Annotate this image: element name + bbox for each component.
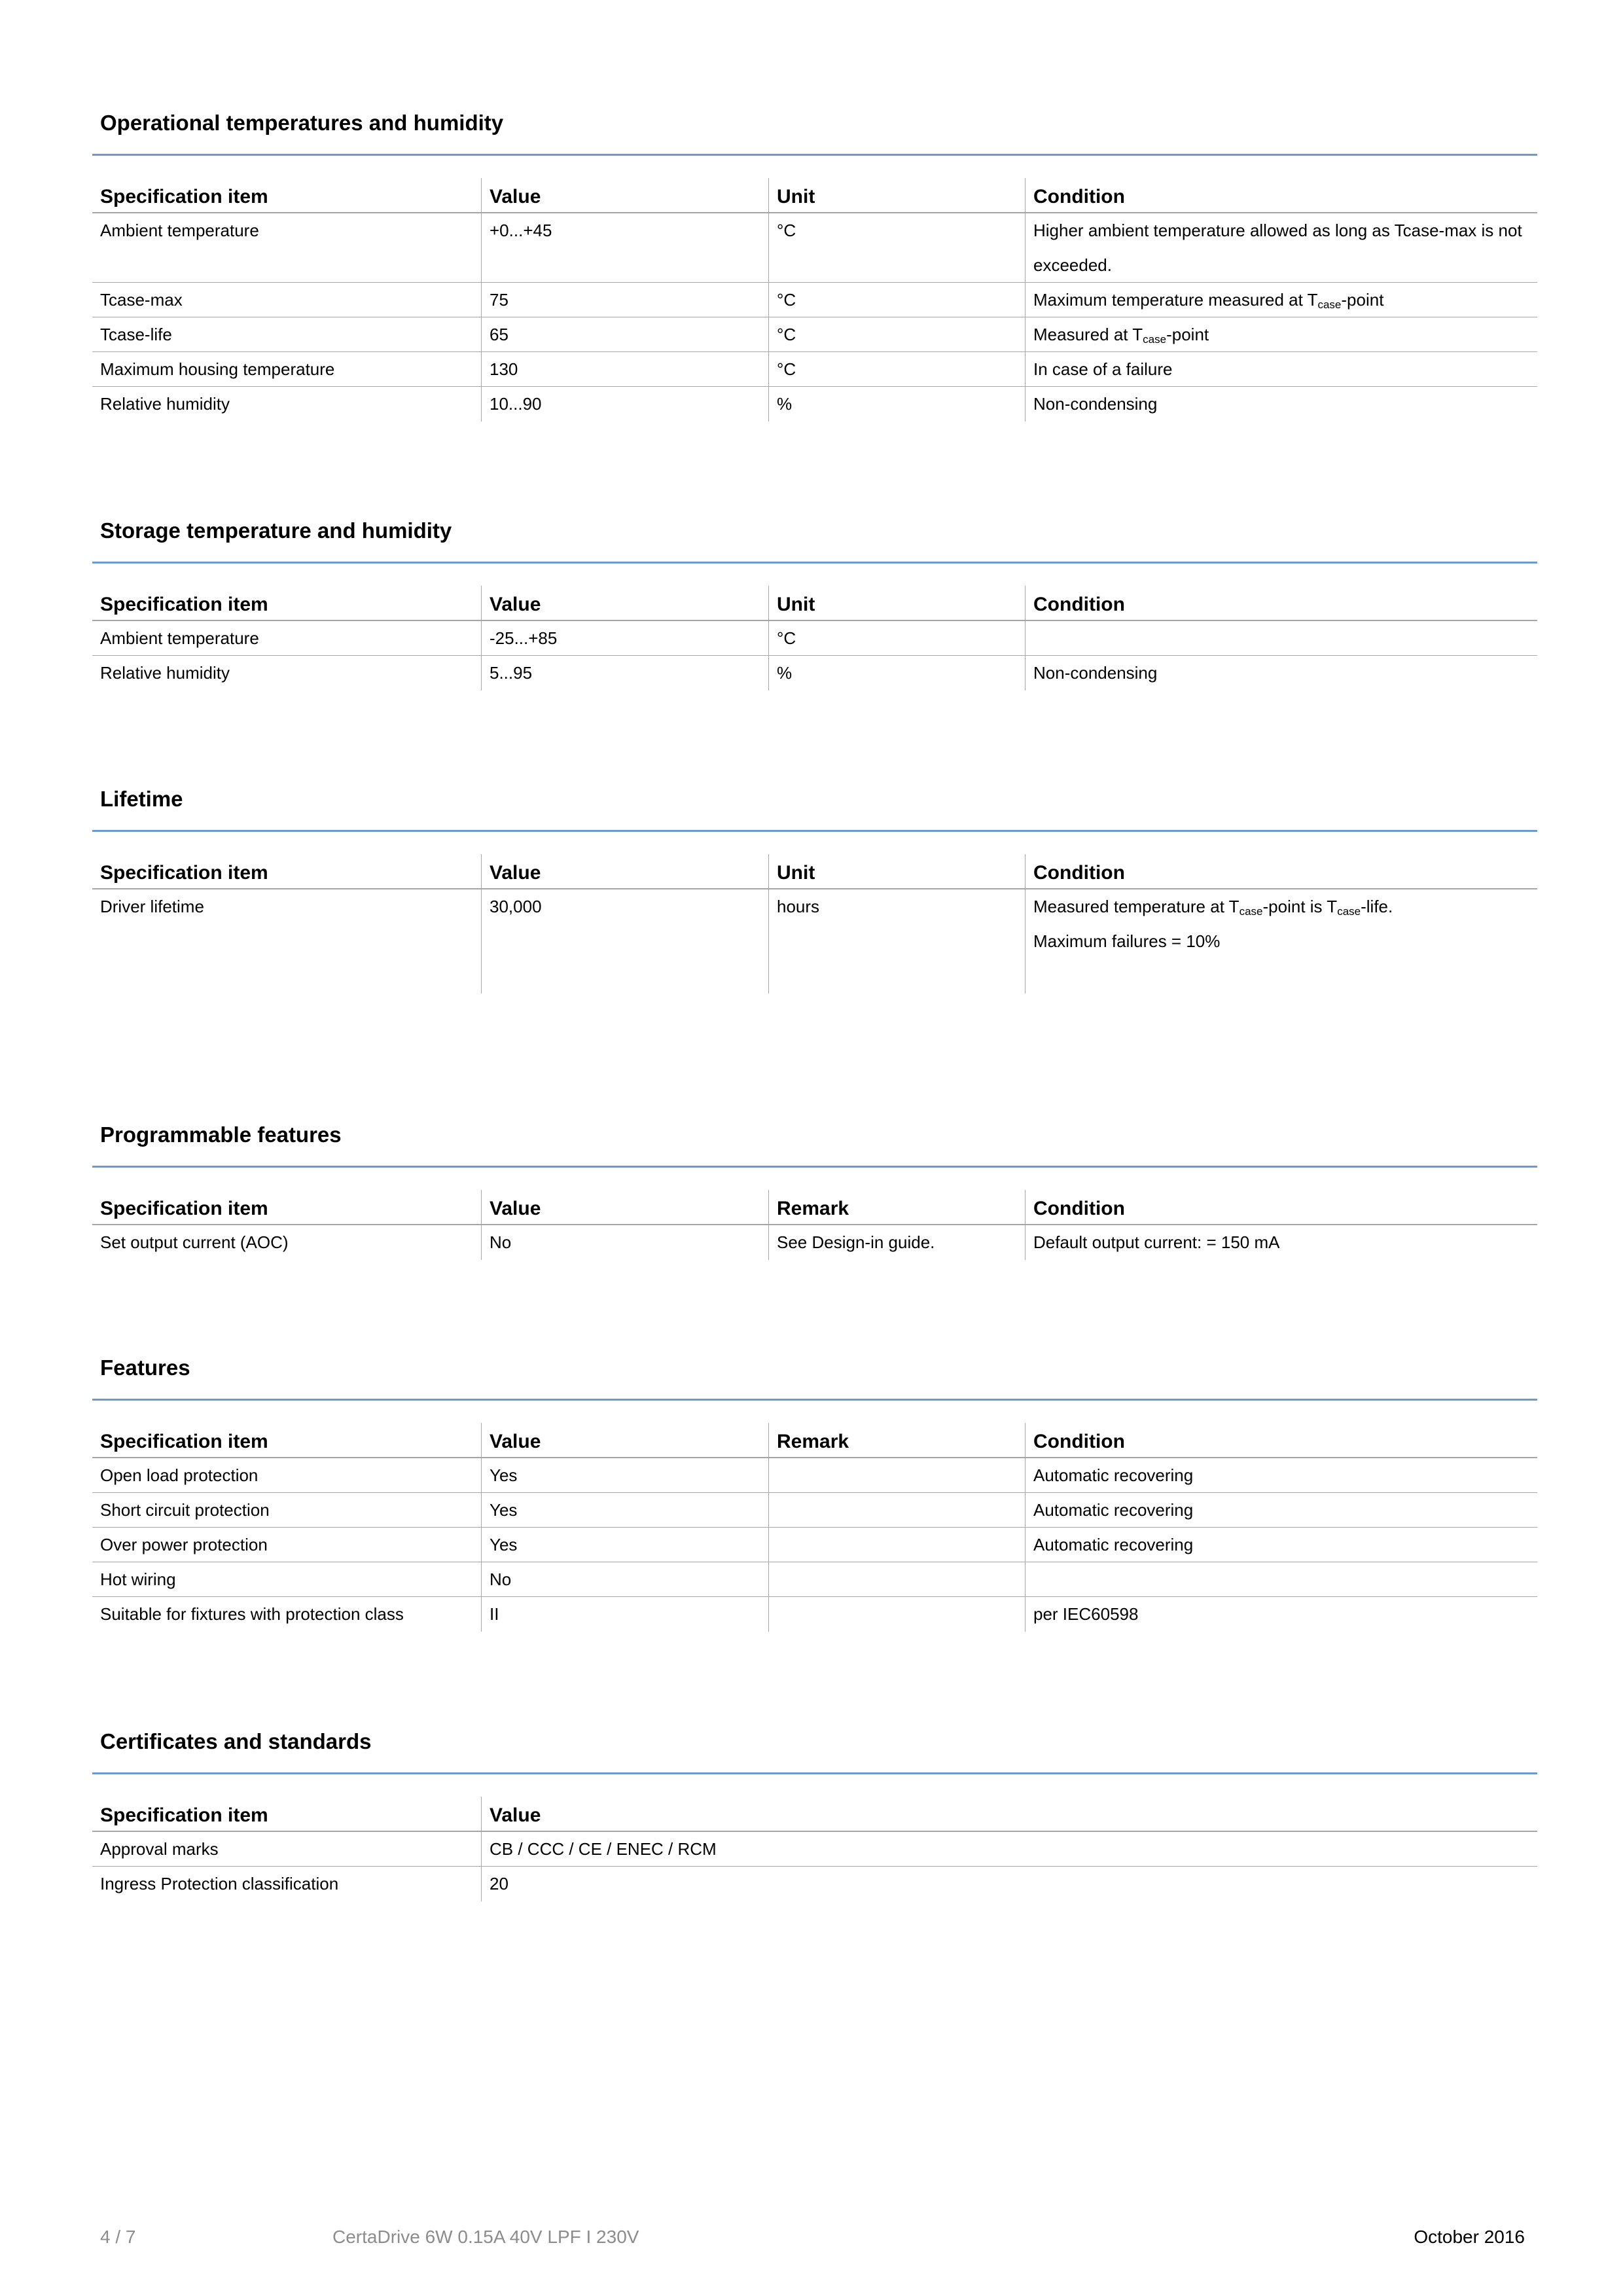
cell-unit: °C [768,352,1025,386]
cell-item: Set output current (AOC) [100,1232,289,1252]
cell-item: Relative humidity [100,394,230,414]
cell-value: Yes [481,1493,768,1527]
page-number: 4 / 7 [100,2227,136,2247]
header-condition: Condition [1025,1423,1537,1457]
table-row [92,656,1537,691]
section-storage [92,502,1537,691]
table-row [92,1562,1537,1597]
cell-condition: Automatic recovering [1025,1493,1537,1527]
table-row [92,352,1537,387]
cell-value: No [481,1225,768,1260]
cell-condition [1025,1562,1537,1596]
table-row [92,387,1537,422]
cell-condition: Non-condensing [1025,387,1537,422]
cell-unit: % [768,387,1025,422]
cell-value: CB / CCC / CE / ENEC / RCM [481,1832,1537,1866]
table-row [92,283,1537,317]
section-programmable [92,1106,1537,1260]
cell-value: Yes [481,1458,768,1492]
condition-line: Maximum failures = 10% [1033,931,1221,951]
table-row [92,889,1537,994]
cell-item: Approval marks [100,1839,219,1859]
section-features [92,1339,1537,1632]
cell-unit: °C [768,621,1025,655]
cell-condition: Measured at $T_{case}$-point [1025,317,1537,351]
cell-condition: per IEC60598 [1025,1597,1537,1632]
table-row [92,1528,1537,1562]
cell-value: -25...+85 [481,621,768,655]
table-row [92,1597,1537,1632]
header-unit: Unit [768,854,1025,888]
section-title: Features [92,1339,1537,1401]
section-title: Certificates and standards [92,1713,1537,1774]
cell-remark: See Design-in guide. [768,1225,1025,1260]
cell-value: No [481,1562,768,1596]
cell-unit: °C [768,213,1025,282]
section-title: Storage temperature and humidity [92,502,1537,564]
header-spec-item: Specification item [100,862,268,884]
spec-table [92,586,1537,691]
header-unit: Unit [768,586,1025,620]
cell-value: +0...+45 [481,213,768,282]
spec-table [92,178,1537,422]
cell-value: 75 [481,283,768,317]
cell-unit: °C [768,317,1025,351]
cell-item: Suitable for fixtures with protection class [100,1604,404,1624]
product-name: CertaDrive 6W 0.15A 40V LPF I 230V [332,2227,639,2247]
cell-condition [1025,889,1537,994]
condition-line: Measured temperature at $T_{case}$-point is $T_{case}$-life. [1033,897,1393,918]
cell-item: Short circuit protection [100,1500,270,1520]
table-row [92,621,1537,656]
cell-unit: °C [768,283,1025,317]
document-date: October 2016 [1414,2227,1525,2247]
cell-item: Relative humidity [100,663,230,683]
cell-value: 130 [481,352,768,386]
cell-item: Maximum housing temperature [100,359,335,379]
cell-item: Ambient temperature [100,628,259,648]
cell-condition: Maximum temperature measured at $T_{case}$-point [1025,283,1537,317]
cell-condition: Higher ambient temperature allowed as long as Tcase-max is not exceeded. [1025,213,1537,282]
cell-item: Ambient temperature [100,221,259,240]
cell-value: 10...90 [481,387,768,422]
table-header [92,854,1537,889]
table-header [92,178,1537,213]
cell-condition: Automatic recovering [1025,1458,1537,1492]
header-unit: Unit [768,178,1025,212]
spec-table [92,854,1537,994]
header-value: Value [481,178,768,212]
header-value: Value [481,854,768,888]
header-spec-item: Specification item [100,1804,268,1826]
cell-value: II [481,1597,768,1632]
cell-value: 65 [481,317,768,351]
header-condition: Condition [1025,178,1537,212]
table-row [92,1867,1537,1901]
cell-item: Over power protection [100,1535,268,1554]
header-value: Value [481,586,768,620]
header-spec-item: Specification item [100,594,268,615]
header-condition: Condition [1025,854,1537,888]
section-operational [92,94,1537,422]
cell-condition [1025,621,1537,655]
cell-remark [768,1562,1025,1596]
section-lifetime [92,770,1537,994]
header-spec-item: Specification item [100,1198,268,1219]
spec-table [92,1423,1537,1632]
table-header [92,1423,1537,1458]
cell-value: 30,000 [481,889,768,994]
cell-remark [768,1458,1025,1492]
cell-value: 5...95 [481,656,768,691]
table-header [92,1797,1537,1832]
cell-condition: Automatic recovering [1025,1528,1537,1562]
header-value: Value [481,1423,768,1457]
spec-table [92,1797,1537,1901]
header-spec-item: Specification item [100,186,268,207]
cell-condition: Default output current: = 150 mA [1025,1225,1537,1260]
cell-value: 20 [481,1867,1537,1901]
table-row [92,213,1537,283]
table-header [92,1190,1537,1225]
table-row [92,1458,1537,1493]
section-title: Lifetime [92,770,1537,832]
cell-value: Yes [481,1528,768,1562]
section-title: Programmable features [92,1106,1537,1168]
table-row [92,317,1537,352]
spec-table [92,1190,1537,1260]
cell-item: Tcase-max [100,290,183,310]
cell-item: Tcase-life [100,325,172,344]
cell-condition: In case of a failure [1025,352,1537,386]
cell-unit: hours [768,889,1025,994]
cell-item: Ingress Protection classification [100,1874,339,1893]
header-spec-item: Specification item [100,1431,268,1452]
cell-item: Hot wiring [100,1570,176,1589]
header-remark: Remark [768,1423,1025,1457]
cell-item: Open load protection [100,1465,259,1485]
cell-remark [768,1528,1025,1562]
table-header [92,586,1537,621]
header-condition: Condition [1025,586,1537,620]
table-row [92,1225,1537,1260]
header-remark: Remark [768,1190,1025,1224]
header-condition: Condition [1025,1190,1537,1224]
header-value: Value [481,1190,768,1224]
cell-remark [768,1493,1025,1527]
section-title: Operational temperatures and humidity [92,94,1537,156]
header-value: Value [481,1797,1537,1831]
table-row [92,1493,1537,1528]
section-certificates [92,1713,1537,1901]
cell-unit: % [768,656,1025,691]
cell-item: Driver lifetime [100,897,204,916]
cell-remark [768,1597,1025,1632]
table-row [92,1832,1537,1867]
cell-condition: Non-condensing [1025,656,1537,691]
